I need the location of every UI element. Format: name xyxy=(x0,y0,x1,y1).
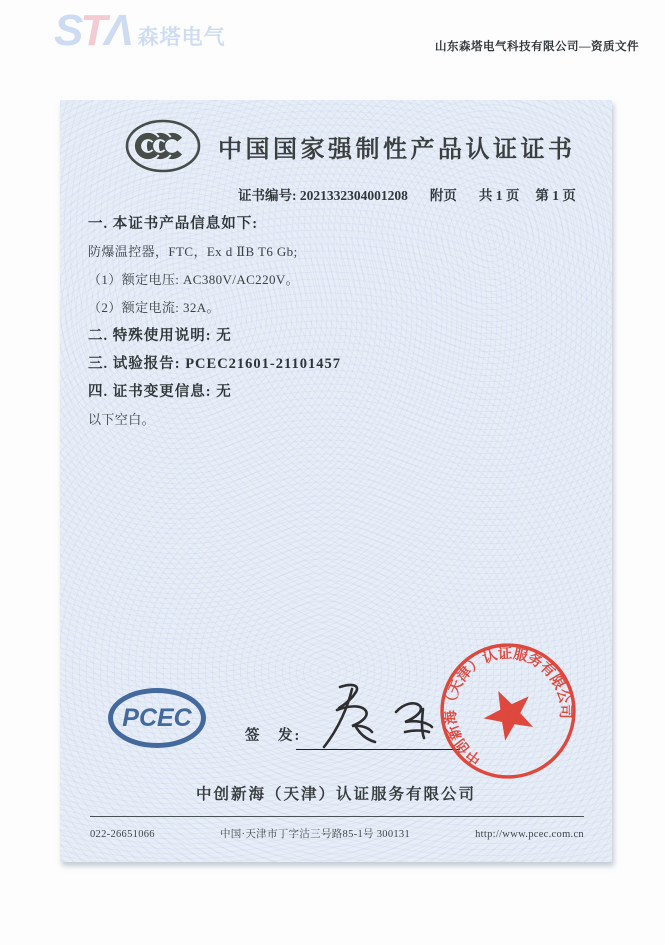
logo-letter-t: T xyxy=(80,6,105,55)
annex-label: 附页 xyxy=(429,188,457,203)
footer-phone: 022-26651066 xyxy=(90,829,155,840)
certificate-number: 证书编号: 2021332304001208 xyxy=(238,188,408,203)
footer-address: 中国·天津市丁字沽三号路85-1号 300131 xyxy=(219,829,411,840)
seal-company-text: 中创新海（天津）认证服务有限公司 xyxy=(442,645,573,768)
section-4-heading: 四. 证书变更信息: 无 xyxy=(88,383,232,400)
issue-signature-label: 签 发: xyxy=(245,728,302,744)
blank-below-note: 以下空白。 xyxy=(88,411,156,427)
rated-current: （2）额定电流: 32A。 xyxy=(88,299,220,315)
certificate-title: 中国国家强制性产品认证证书 xyxy=(218,135,576,163)
footer-divider xyxy=(90,816,584,817)
section-3-heading: 三. 试验报告: PCEC21601-21101457 xyxy=(88,355,341,372)
total-pages: 共 1 页 xyxy=(478,188,520,203)
logo-brand-text: 森塔电气 xyxy=(137,26,226,50)
section-1-heading: 一. 本证书产品信息如下: xyxy=(88,215,259,232)
certificate-page xyxy=(60,100,612,862)
company-seal xyxy=(413,616,603,806)
logo-letter-a: Λ xyxy=(104,6,131,55)
product-description: 防爆温控器，FTC，Ex d ⅡB T6 Gb; xyxy=(88,243,298,259)
company-logo xyxy=(54,6,226,55)
footer-website: http://www.pcec.com.cn xyxy=(475,829,584,840)
certificate-number-row xyxy=(238,184,576,204)
pcec-logo: PCEC xyxy=(108,688,206,748)
section-2-heading: 二. 特殊使用说明: 无 xyxy=(88,327,232,344)
seal-star-icon xyxy=(476,680,542,745)
certificate-body xyxy=(88,208,586,432)
document-qualification-label: 山东森塔电气科技有限公司—资质文件 xyxy=(435,41,639,53)
certificate-header xyxy=(124,118,592,174)
issuer-company-name: 中创新海（天津）认证服务有限公司 xyxy=(195,786,476,803)
signature-underline xyxy=(296,749,460,750)
current-page: 第 1 页 xyxy=(535,188,576,203)
rated-voltage: （1）额定电压: AC380V/AC220V。 xyxy=(88,271,300,287)
logo-letter-s: S xyxy=(54,6,81,55)
ccc-certification-icon xyxy=(124,118,202,174)
certificate-footer xyxy=(90,826,584,841)
